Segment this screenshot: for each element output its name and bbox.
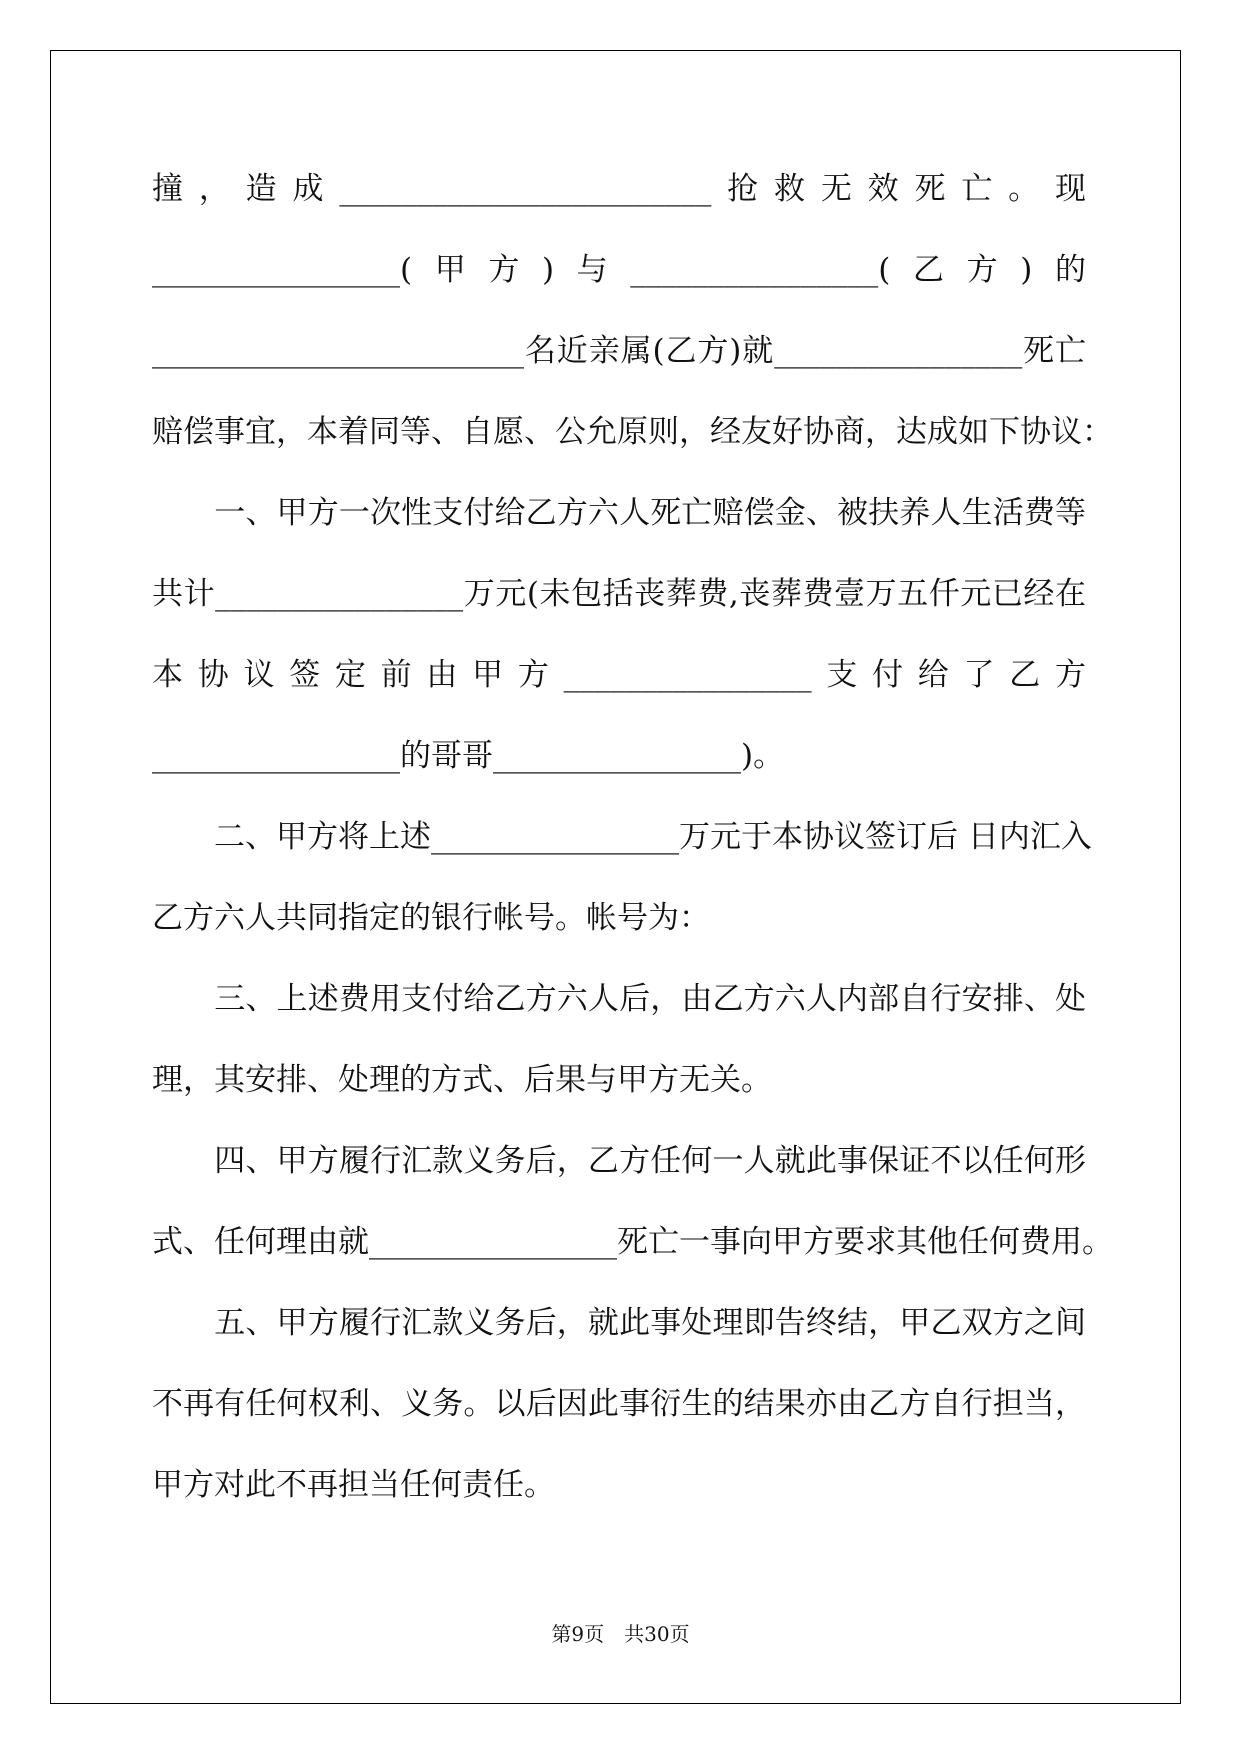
text-line: 理，其安排、处理的方式、后果与甲方无关。: [152, 1062, 772, 1098]
text-line: 乙方六人共同指定的银行帐号。帐号为：: [152, 900, 710, 936]
page-frame: [50, 50, 1181, 1704]
text-line: 二、甲方将上述________________万元于本协议签订后 日内汇入: [152, 819, 1092, 855]
text-line: 一、甲方一次性支付给乙方六人死亡赔偿金、被扶养人生活费等: [152, 495, 1086, 531]
text-line: 五、甲方履行汇款义务后，就此事处理即告终结，甲乙双方之间: [152, 1305, 1086, 1341]
text-line: ________________(甲方)与________________(乙方)的: [152, 252, 1086, 288]
text-line: 四、甲方履行汇款义务后，乙方任何一人就此事保证不以任何形: [152, 1143, 1086, 1179]
text-line: 三、上述费用支付给乙方六人后，由乙方六人内部自行安排、处: [152, 981, 1086, 1017]
text-line: 不再有任何权利、义务。以后因此事衍生的结果亦由乙方自行担当，: [152, 1386, 1086, 1422]
page-number: 第9页 共30页: [551, 1622, 690, 1646]
text-line: 撞，造成________________________抢救无效死亡。现: [152, 171, 1086, 207]
text-line: ________________的哥哥________________)。: [152, 738, 785, 774]
text-line: 甲方对此不再担当任何责任。: [152, 1467, 555, 1503]
text-line: 赔偿事宜，本着同等、自愿、公允原则，经友好协商，达成如下协议：: [152, 414, 1113, 450]
text-line: ________________________名近亲属(乙方)就________________死亡: [152, 333, 1086, 369]
text-line: 共计________________万元(未包括丧葬费,丧葬费壹万五仟元已经在: [152, 576, 1086, 612]
text-line: 本协议签定前由甲方________________支付给了乙方: [152, 657, 1086, 693]
text-line: 式、任何理由就________________死亡一事向甲方要求其他任何费用。: [152, 1224, 1113, 1260]
